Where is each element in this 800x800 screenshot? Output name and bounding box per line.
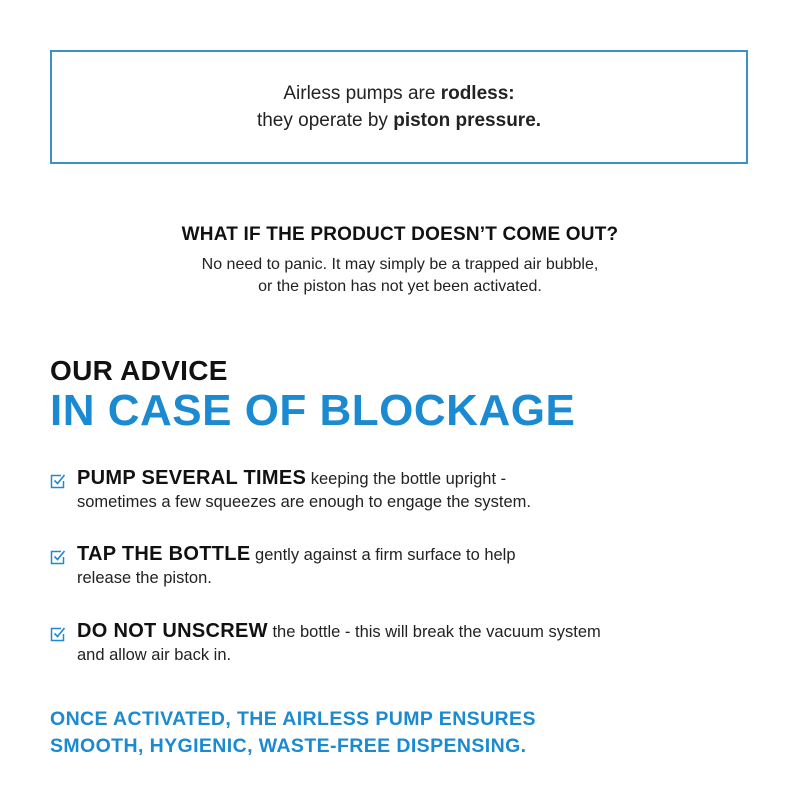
- footer-line-2: SMOOTH, HYGIENIC, WASTE-FREE DISPENSING.: [50, 735, 527, 757]
- info-line-2: [257, 107, 541, 134]
- tip-text: [77, 543, 516, 590]
- advice-title: IN CASE OF BLOCKAGE: [50, 386, 576, 435]
- info-line-2-emphasis: piston pressure.: [393, 110, 542, 131]
- checkbox-checked-icon: [50, 549, 66, 565]
- faq-section: [0, 224, 800, 298]
- tip-strong: PUMP SEVERAL TIMES: [77, 467, 307, 489]
- info-line-1-text: Airless pumps are: [283, 83, 441, 104]
- tip-strong: TAP THE BOTTLE: [77, 543, 251, 565]
- tip-rest-line-2: sometimes a few squeezes are enough to engage the system.: [77, 493, 532, 511]
- footer-line-1: ONCE ACTIVATED, THE AIRLESS PUMP ENSURES: [50, 708, 536, 730]
- tip-rest-line-2: release the piston.: [77, 569, 212, 587]
- faq-title: WHAT IF THE PRODUCT DOESN’T COME OUT?: [181, 224, 619, 245]
- info-line-2-text: they operate by: [256, 110, 394, 131]
- tips-list: [50, 467, 770, 696]
- advice-kicker: OUR ADVICE: [50, 355, 228, 386]
- tip-item: [50, 467, 770, 514]
- tip-strong: DO NOT UNSCREW: [77, 620, 268, 642]
- tip-text: [77, 620, 601, 667]
- tip-item: [50, 620, 770, 667]
- checkbox-checked-icon: [50, 473, 66, 489]
- info-line-1: [283, 80, 514, 107]
- info-box: [50, 50, 748, 164]
- checkbox-checked-icon: [50, 626, 66, 642]
- tip-item: [50, 543, 770, 590]
- tip-rest: the bottle - this will break the vacuum system: [267, 623, 601, 641]
- advice-heading: [50, 354, 575, 434]
- footer-statement: [50, 706, 536, 760]
- tip-text: [77, 467, 531, 514]
- tip-rest-line-2: and allow air back in.: [77, 646, 232, 664]
- tip-rest: gently against a firm surface to help: [250, 546, 516, 564]
- info-line-1-emphasis: rodless:: [440, 83, 515, 104]
- faq-text-line-2: or the piston has not yet been activated.: [258, 278, 542, 295]
- faq-text-line-1: No need to panic. It may simply be a trapped air bubble,: [201, 256, 599, 273]
- tip-rest: keeping the bottle upright -: [306, 470, 507, 488]
